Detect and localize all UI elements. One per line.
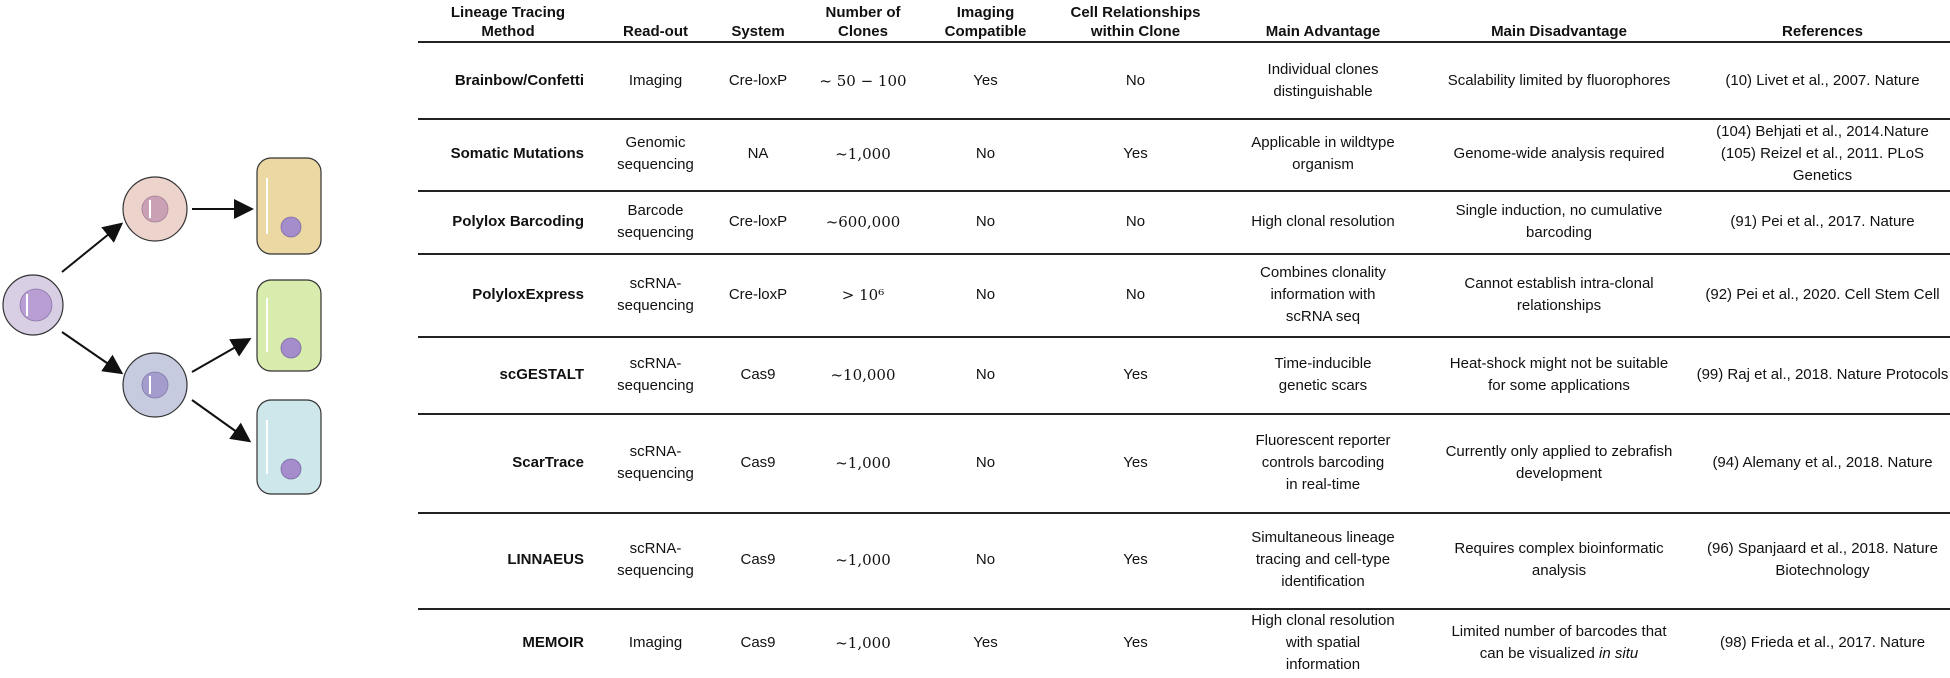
cell-references: (104) Behjati et al., 2014.Nature (105) Reizel et al., 2011. PLoS Genetics (1716, 123, 1929, 184)
cell-method: PolyloxExpress (472, 285, 584, 303)
arrow-root-to-top (62, 225, 120, 272)
cell-system: Cas9 (740, 365, 776, 383)
header-references: References (1782, 23, 1863, 40)
root-cell (3, 275, 63, 335)
cell-readout: scRNA- sequencing (617, 274, 694, 314)
arrow-bottom-to-green (192, 340, 248, 372)
cell-disadvantage: Limited number of barcodes that can be visualized in situ (1451, 623, 1667, 662)
cell-readout: Barcode sequencing (617, 201, 694, 241)
cell-disadvantage: Scalability limited by fluorophores (1447, 71, 1671, 89)
table-row (418, 336, 1950, 413)
cell-imaging: No (975, 365, 996, 383)
cell-system: Cre-loxP (728, 212, 788, 230)
differentiated-cell-cyan (257, 400, 321, 494)
lineage-methods-table (418, 0, 1950, 678)
daughter-cell-top (123, 177, 187, 241)
cell-advantage: Combines clonality information with scRNA seq (1260, 263, 1386, 325)
cell-references: (98) Frieda et al., 2017. Nature (1719, 634, 1926, 651)
cell-imaging: No (975, 453, 996, 471)
cell-relationships: Yes (1123, 453, 1148, 471)
cell-disadvantage: Cannot establish intra-clonal relationships (1464, 274, 1654, 314)
cell-disadvantage: Genome-wide analysis required (1453, 145, 1665, 162)
table-row (418, 608, 1950, 678)
cell-relationships: No (1125, 212, 1146, 230)
table-row (418, 118, 1950, 190)
cell-disadvantage: Single induction, no cumulative barcoding (1455, 201, 1663, 241)
cell-method: Polylox Barcoding (452, 212, 584, 230)
cell-clones: ~1,000 (835, 145, 891, 163)
cell-advantage: High clonal resolution (1251, 212, 1395, 230)
cell-clones: ~ 50 − 100 (819, 71, 907, 90)
cell-relationships: No (1125, 71, 1146, 89)
cell-imaging: No (975, 285, 996, 303)
cell-system: Cas9 (740, 634, 776, 651)
cell-readout: Imaging (628, 634, 683, 651)
header-advantage: Main Advantage (1265, 23, 1381, 40)
cell-clones: ~10,000 (830, 365, 896, 384)
cell-clones: ~1,000 (835, 453, 891, 472)
differentiated-cell-green (257, 280, 321, 371)
daughter-cell-bottom (123, 353, 187, 417)
cell-imaging: No (975, 212, 996, 230)
cell-disadvantage: Requires complex bioinformatic analysis (1454, 540, 1664, 579)
cell-system: NA (747, 145, 769, 162)
cell-advantage: Simultaneous lineage tracing and cell-type identification (1251, 529, 1395, 590)
cell-advantage: Time-inducible genetic scars (1274, 354, 1372, 394)
cell-imaging: No (975, 551, 996, 568)
cell-readout: Genomic sequencing (617, 134, 694, 173)
table-row (418, 253, 1950, 336)
cell-readout: scRNA- sequencing (617, 354, 694, 394)
cell-references: (10) Livet et al., 2007. Nature (1725, 71, 1920, 89)
cell-disadvantage: Currently only applied to zebrafish development (1445, 442, 1673, 482)
header-readout: Read-out (623, 23, 688, 40)
cell-method: scGESTALT (499, 365, 584, 383)
cell-imaging: No (975, 145, 996, 162)
cell-references: (92) Pei et al., 2020. Cell Stem Cell (1705, 285, 1940, 303)
table-row (418, 413, 1950, 512)
cell-relationships: Yes (1123, 145, 1148, 162)
cell-advantage: Fluorescent reporter controls barcoding in real-time (1255, 431, 1391, 493)
cell-readout: scRNA- sequencing (617, 540, 694, 579)
lineage-diagram (0, 0, 400, 678)
header-disadvantage: Main Disadvantage (1491, 23, 1627, 40)
cell-system: Cas9 (740, 551, 776, 568)
header-clones: Number of Clones (825, 4, 901, 40)
cell-system: Cas9 (740, 453, 776, 471)
cell-advantage: Applicable in wildtype organism (1251, 134, 1395, 173)
cell-advantage: High clonal resolution with spatial information (1251, 612, 1395, 673)
cell-clones: ~1,000 (835, 551, 891, 569)
cell-relationships: Yes (1123, 634, 1148, 651)
cell-references: (96) Spanjaard et al., 2018. Nature Biotechnology (1707, 540, 1938, 579)
cell-system: Cre-loxP (728, 285, 788, 303)
cell-references: (91) Pei et al., 2017. Nature (1730, 212, 1915, 230)
cell-relationships: No (1125, 285, 1146, 303)
header-method: Lineage Tracing Method (450, 4, 566, 40)
cell-disadvantage: Heat-shock might not be suitable for some applications (1449, 354, 1669, 394)
cell-readout: scRNA- sequencing (617, 442, 694, 482)
cell-system: Cre-loxP (728, 71, 788, 89)
header-relationships: Cell Relationships within Clone (1070, 4, 1201, 40)
arrow-bottom-to-cyan (192, 400, 248, 440)
cell-method: LINNAEUS (507, 551, 584, 568)
cell-method: Somatic Mutations (450, 145, 584, 162)
differentiated-cell-yellow (257, 158, 321, 254)
header-system: System (731, 23, 785, 40)
cell-relationships: Yes (1123, 365, 1148, 383)
cell-clones: > 10⁶ (841, 285, 885, 304)
cell-readout: Imaging (628, 71, 683, 89)
cell-imaging: Yes (973, 71, 998, 89)
cell-clones: ~600,000 (825, 212, 901, 231)
cell-relationships: Yes (1123, 551, 1148, 568)
cell-references: (99) Raj et al., 2018. Nature Protocols (1696, 365, 1949, 383)
header-imaging: Imaging Compatible (944, 4, 1027, 40)
cell-method: Brainbow/Confetti (454, 71, 584, 89)
table-row (418, 43, 1950, 118)
cell-clones: ~1,000 (835, 634, 891, 652)
cell-method: ScarTrace (512, 453, 584, 471)
cell-imaging: Yes (973, 634, 998, 651)
cell-advantage: Individual clones distinguishable (1267, 60, 1379, 100)
cell-method: MEMOIR (522, 634, 584, 651)
table-row (418, 190, 1950, 253)
arrow-root-to-bottom (62, 332, 120, 372)
table-row (418, 512, 1950, 608)
cell-references: (94) Alemany et al., 2018. Nature (1712, 453, 1933, 471)
